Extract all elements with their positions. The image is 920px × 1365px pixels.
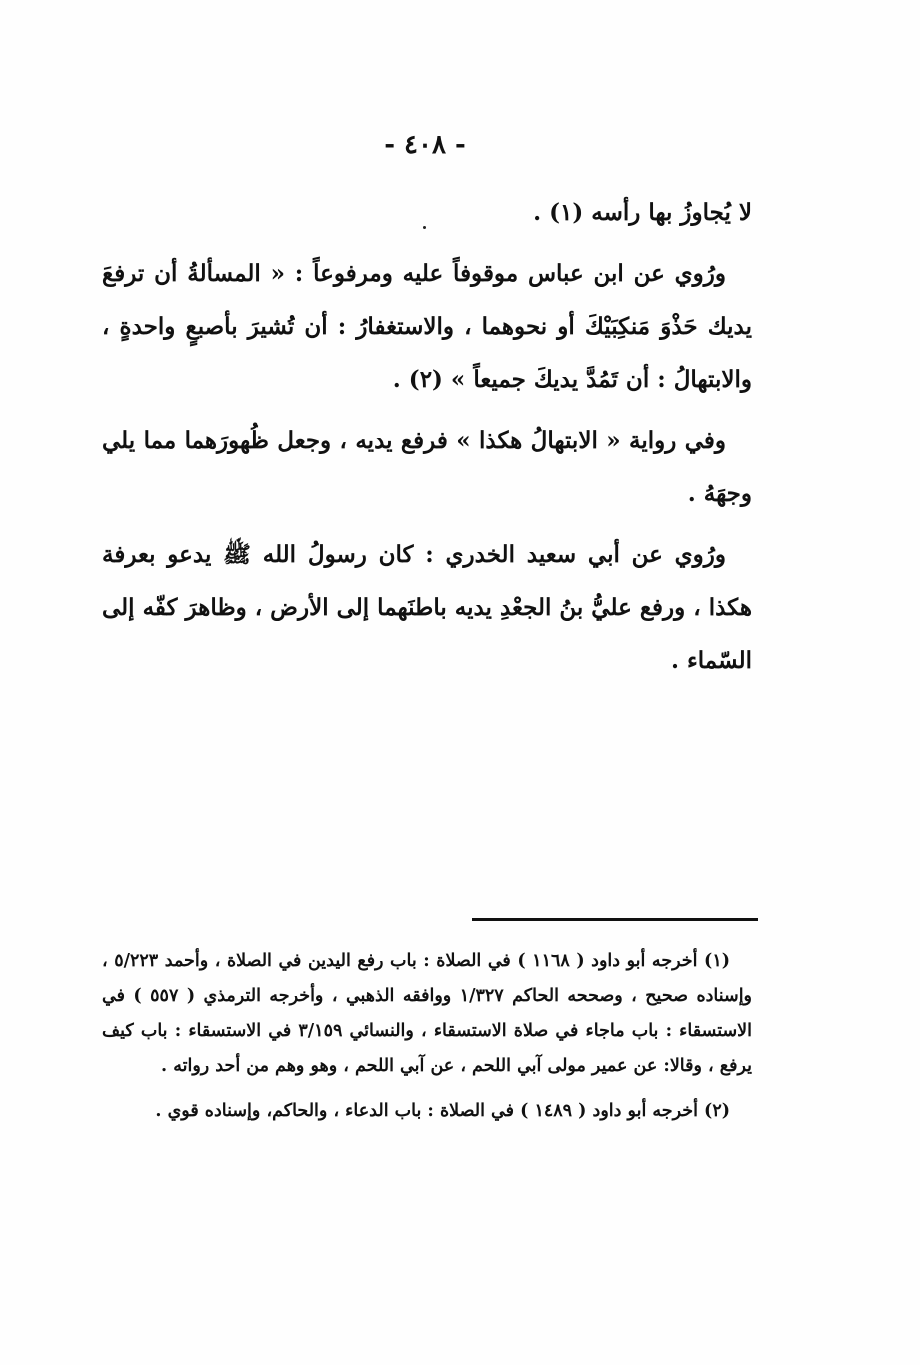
main-text: [102, 186, 752, 695]
footnotes: [102, 944, 752, 1139]
footnote-2: (٢) أخرجه أبو داود ( ١٤٨٩ ) في الصلاة : باب الدعاء ، والحاكم، وإسناده قوي .: [155, 1101, 730, 1121]
paragraph-abu-said: ورُوي عن أبي سعيد الخدري : كان رسولُ الله ﷺ يدعو بعرفة هكذا ، ورفع عليُّ بنُ الجعْدِ يديه باطنَهما إلى الأرض ، وظاهرَ كفّه إلى السّماء .: [102, 541, 752, 674]
footnote-divider: [472, 918, 758, 921]
footnote-1: (١) أخرجه أبو داود ( ١١٦٨ ) في الصلاة : باب رفع اليدين في الصلاة ، وأحمد ٥/٢٢٣ ، وإسناده صحيح ، وصححه الحاكم ١/٣٢٧ ووافقه الذهبي ، وأخرجه الترمذي ( ٥٥٧ ) في الاستسقاء : باب ماجاء في صلاة الاستسقاء ، والنسائي ٣/١٥٩ في الاستسقاء : باب كيف يرفع ، وقالا: عن عمير مولى آبي اللحم ، عن آبي اللحم ، وهو وهم من أحد رواته .: [102, 951, 753, 1076]
paragraph-riwaya: وفي رواية « الابتهالُ هكذا » فرفع يديه ، وجعل ظُهورَهما مما يلي وجهَهُ .: [102, 427, 752, 507]
page-number: - ٤٠٨ -: [384, 130, 466, 160]
paragraph-ibn-abbas: ورُوي عن ابن عباس موقوفاً عليه ومرفوعاً : « المسألةُ أن ترفعَ يديك حَذْوَ مَنكِبَيْكَ أو نحوهما ، والاستغفارُ : أن تُشيرَ بأصبعٍ واحدةٍ ، والابتهالُ : أن تَمُدَّ يديكَ جميعاً » (٢) .: [102, 260, 752, 393]
paragraph-continuation: لا يُجاوزُ بها رأسه (١) .: [533, 199, 752, 226]
